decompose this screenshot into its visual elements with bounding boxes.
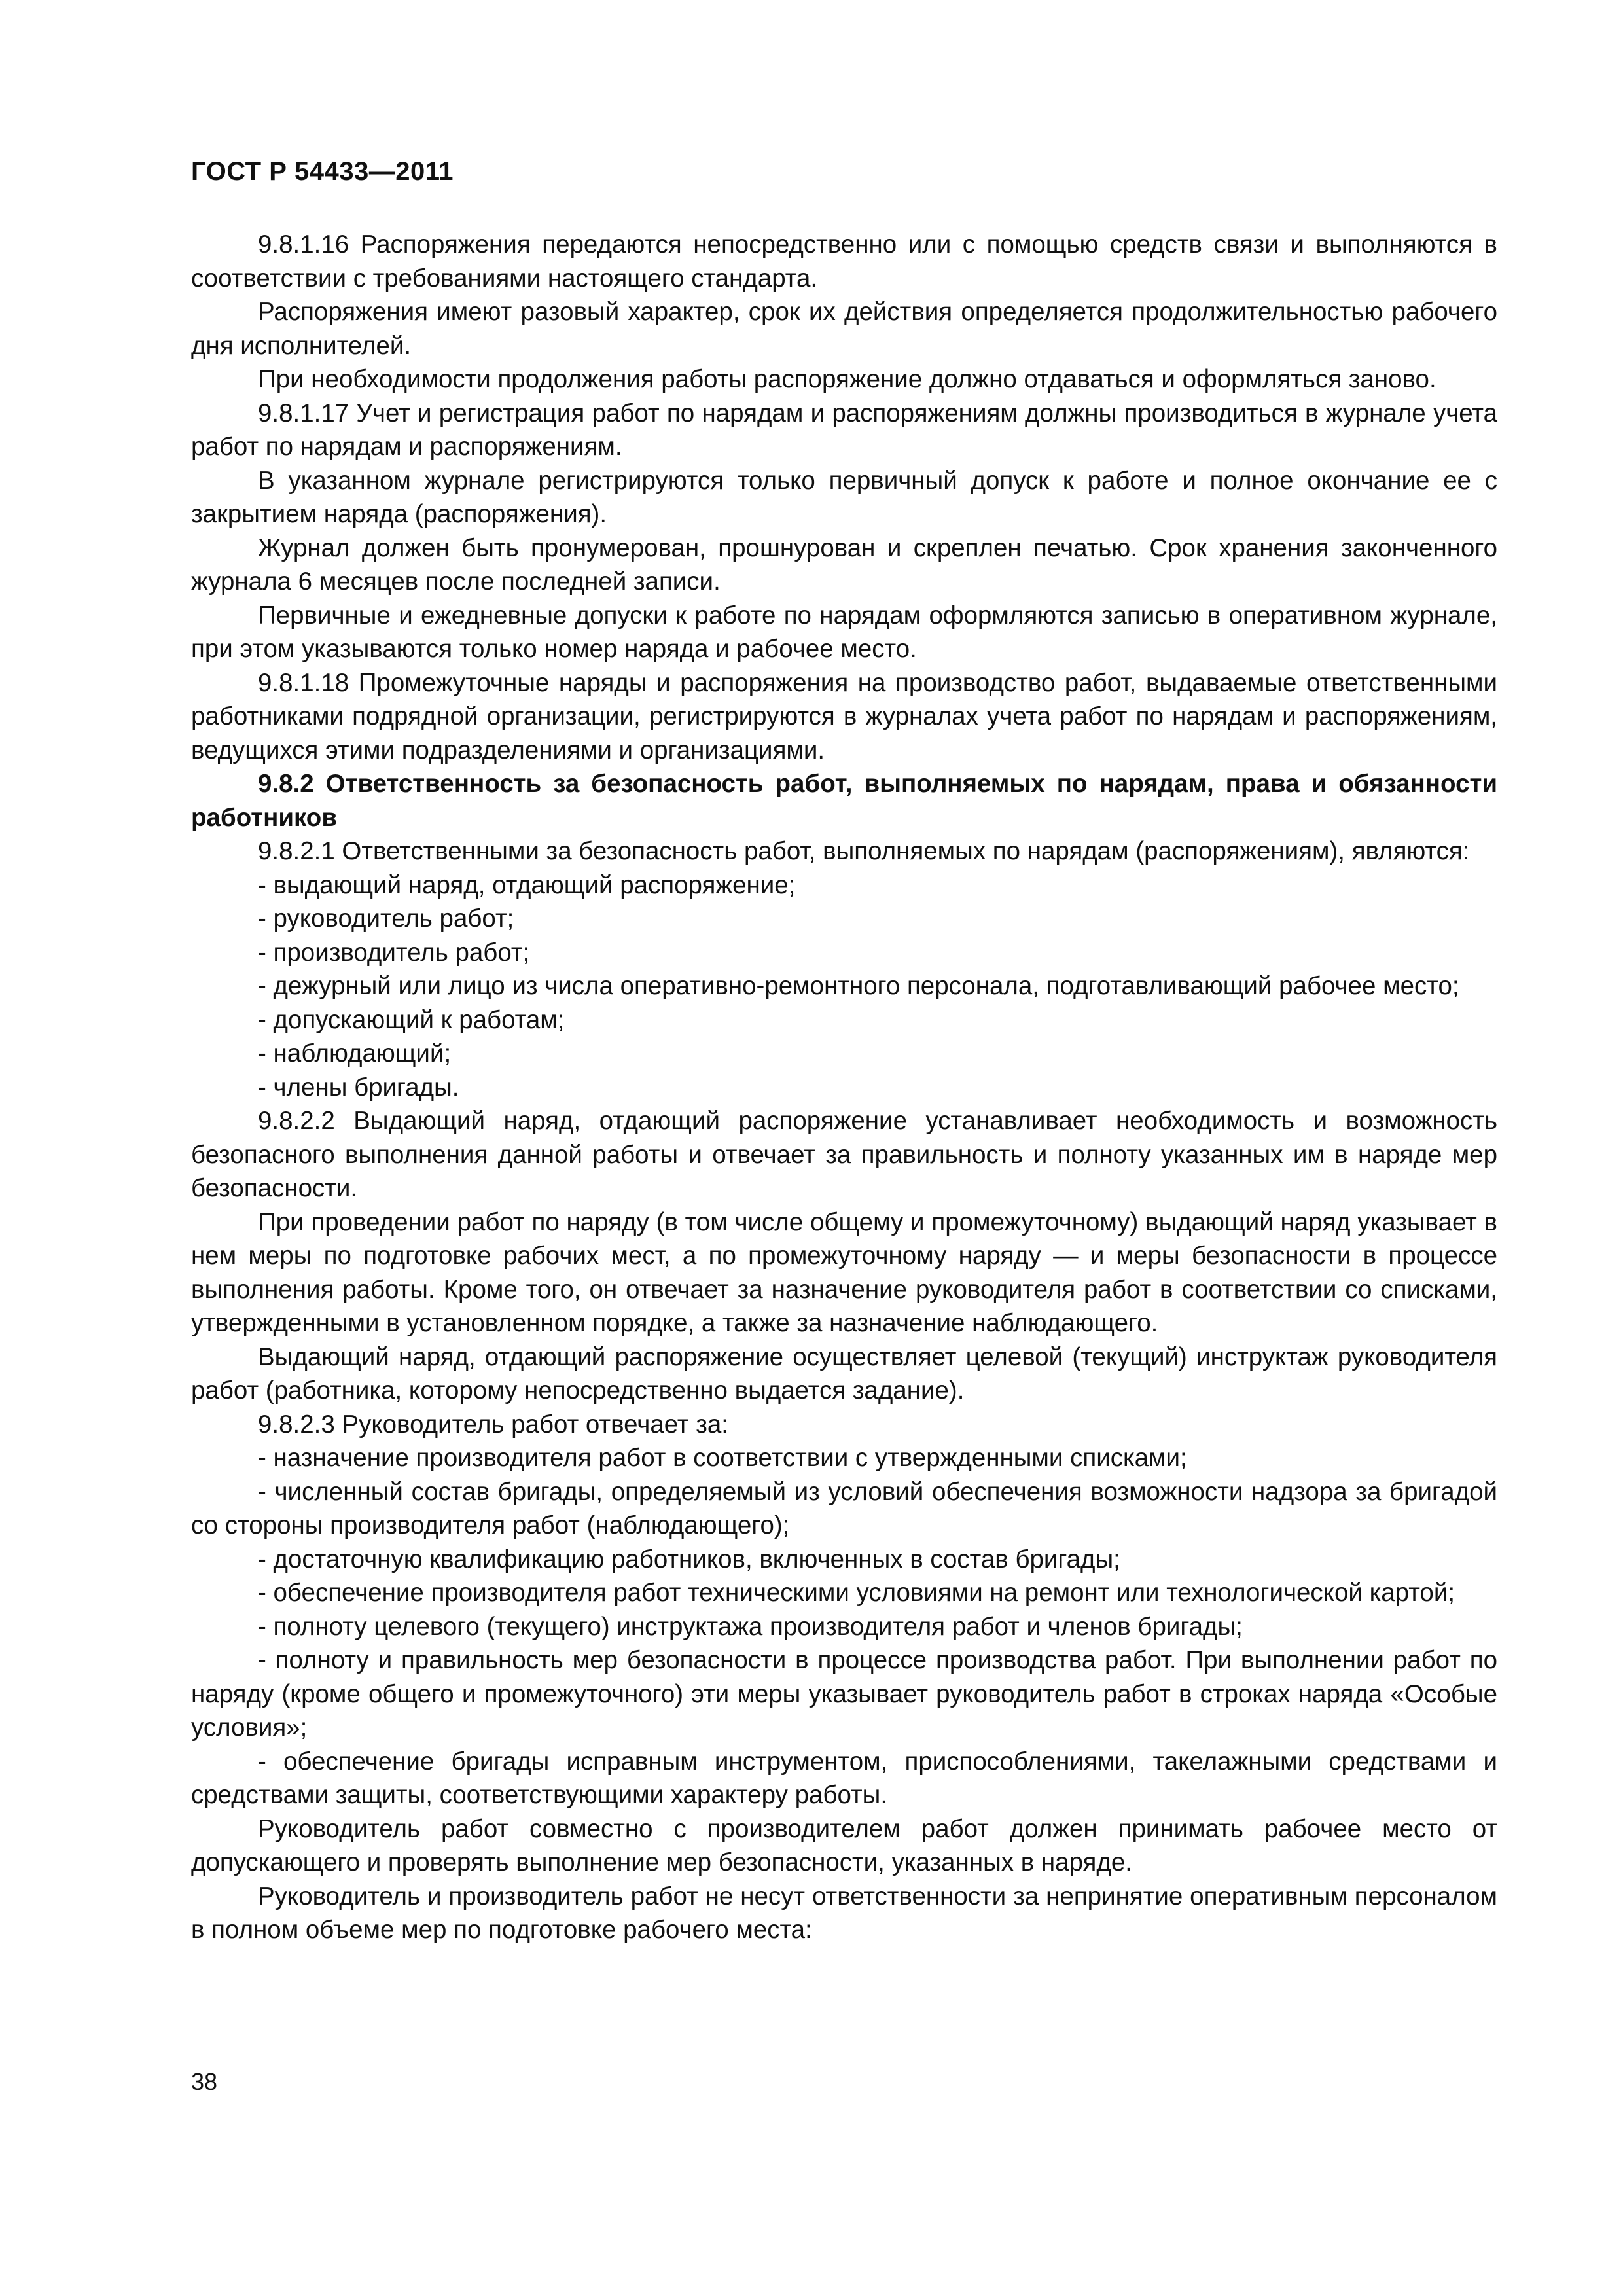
list-item: - наблюдающий; [258,1039,452,1067]
list-item: - полноту и правильность мер безопасности в процессе производства работ. При выполнении работ по наряду (кроме общего и промежуточного) эти меры указывает руководитель работ в строках наряда «Особые условия»; [191,1646,1497,1742]
list-item: - допускающий к работам; [258,1005,565,1034]
list-item: - дежурный или лицо из числа оперативно-ремонтного персонала, подготавливающий рабочее место; [258,972,1459,1000]
paragraph: 9.8.2.1 Ответственными за безопасность работ, выполняемых по нарядам (распоряжениям), являются: [258,837,1470,865]
paragraph: 9.8.1.18 Промежуточные наряды и распоряжения на производство работ, выдаваемые ответственными работниками подрядной организации, регистрируются в журналах учета работ по нарядам и распоряжениям, ведущихся этими подразделениями и организациями. [191,668,1497,764]
paragraph: Выдающий наряд, отдающий распоряжение осуществляет целевой (текущий) инструктаж руководителя работ (работника, которому непосредственно выдается задание). [191,1342,1497,1405]
document-header: ГОСТ Р 54433—2011 [191,157,454,186]
paragraph: В указанном журнале регистрируются только первичный допуск к работе и полное окончание ее с закрытием наряда (распоряжения). [191,466,1497,528]
paragraph: 9.8.2.3 Руководитель работ отвечает за: [258,1410,728,1439]
list-item: - обеспечение производителя работ техническими условиями на ремонт или технологической картой; [258,1579,1455,1607]
page-number: 38 [191,2068,218,2095]
paragraph: Руководитель работ совместно с производителем работ должен принимать рабочее место от допускающего и проверять выполнение мер безопасности, указанных в наряде. [191,1814,1497,1876]
list-item: - руководитель работ; [258,905,514,933]
list-item: - производитель работ; [258,938,530,967]
list-item: - достаточную квалификацию работников, включенных в состав бригады; [258,1545,1120,1573]
paragraph: Руководитель и производитель работ не несут ответственности за непринятие оперативным персоналом в полном объеме мер по подготовке рабочего места: [191,1882,1497,1944]
paragraph: Распоряжения имеют разовый характер, срок их действия определяется продолжительностью рабочего дня исполнителей. [191,298,1497,360]
list-item: - численный состав бригады, определяемый из условий обеспечения возможности надзора за бригадой со стороны производителя работ (наблюдающего); [191,1477,1497,1539]
list-item: - назначение производителя работ в соответствии с утвержденными списками; [258,1444,1187,1472]
section-heading: 9.8.2 Ответственность за безопасность работ, выполняемых по нарядам, права и обязанности работников [191,770,1497,832]
paragraph: Журнал должен быть пронумерован, прошнурован и скреплен печатью. Срок хранения законченного журнала 6 месяцев после последней записи. [191,533,1497,596]
list-item: - полноту целевого (текущего) инструктажа производителя работ и членов бригады; [258,1612,1243,1641]
paragraph: Первичные и ежедневные допуски к работе по нарядам оформляются записью в оперативном журнале, при этом указываются только номер наряда и рабочее место. [191,601,1497,663]
list-item: - выдающий наряд, отдающий распоряжение; [258,870,796,899]
paragraph: При необходимости продолжения работы распоряжение должно отдаваться и оформляться заново. [258,365,1436,393]
paragraph: 9.8.1.16 Распоряжения передаются непосредственно или с помощью средств связи и выполняются в соответствии с требованиями настоящего стандарта. [191,230,1497,293]
paragraph: 9.8.2.2 Выдающий наряд, отдающий распоряжение устанавливает необходимость и возможность безопасного выполнения данной работы и отвечает за правильность и полноту указанных им в наряде мер безопасности. [191,1107,1497,1202]
list-item: - члены бригады. [258,1073,459,1102]
paragraph: 9.8.1.17 Учет и регистрация работ по нарядам и распоряжениям должны производиться в журнале учета работ по нарядам и распоряжениям. [191,399,1497,461]
list-item: - обеспечение бригады исправным инструментом, приспособлениями, такелажными средствами и средствами защиты, соответствующими характеру работы. [191,1747,1497,1809]
paragraph: При проведении работ по наряду (в том числе общему и промежуточному) выдающий наряд указывает в нем меры по подготовке рабочих мест, а по промежуточному наряду — и меры безопасности в процессе выполнения работы. Кроме того, он отвечает за назначение руководителя работ в соответствии со списками, утвержденными в установленном порядке, а также за назначение наблюдающего. [191,1208,1497,1337]
document-body [191,228,1497,1947]
